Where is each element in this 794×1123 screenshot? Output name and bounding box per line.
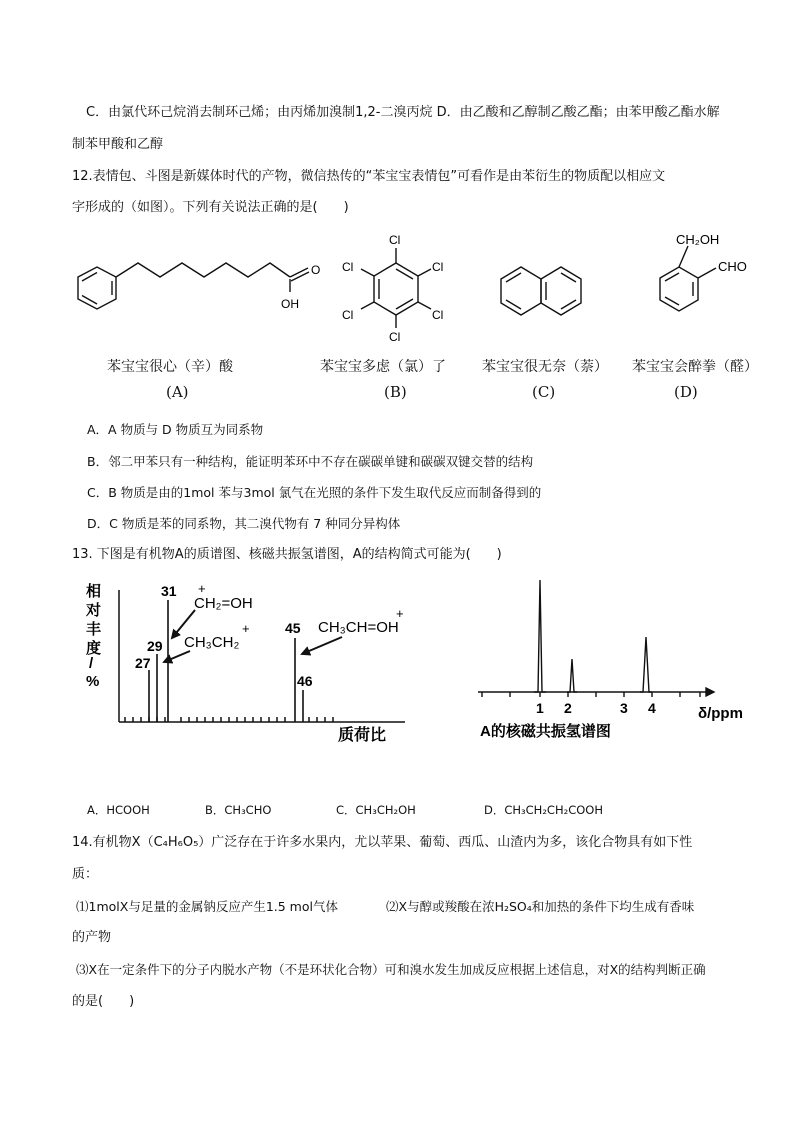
structure-a-caption: 苯宝宝很心（辛）酸 — [107, 359, 233, 375]
ms-ylabel-char: 度 — [86, 640, 102, 657]
q14-property-2-cont: 的产物 — [72, 930, 112, 945]
ms-label-31: 31 — [161, 583, 177, 599]
structure-a-phenyloctanoic-acid — [68, 250, 330, 330]
nmr-title: A的核磁共振氢谱图 — [480, 723, 611, 740]
nmr-unit: δ/ppm — [698, 705, 743, 722]
ms-ylabel-char: % — [86, 673, 100, 690]
q12-option-b: B．邻二甲苯只有一种结构，能证明苯环中不存在碳碳单键和碳碳双键交替的结构 — [87, 454, 534, 469]
ms-label-45: 45 — [285, 620, 301, 636]
ms-ylabel-char: 对 — [86, 602, 102, 619]
nmr-peak-3 — [640, 637, 652, 692]
nmr-tick-1: 1 — [536, 700, 544, 716]
structure-c-naphthalene — [496, 262, 596, 322]
q12-option-a: A．A 物质与 D 物质互为同系物 — [87, 422, 264, 437]
nmr-peak-2 — [567, 659, 577, 692]
ms-ylabel-char: 相 — [86, 583, 102, 600]
q11-continuation: 制苯甲酸和乙醇 — [72, 137, 164, 152]
ion-ch3choh: CH₃CH=OH — [318, 619, 399, 636]
structure-c-caption: 苯宝宝很无奈（萘） — [482, 359, 608, 375]
ion-plus-sign: + — [198, 581, 206, 596]
structure-d-cho-label: CHO — [718, 259, 747, 274]
ms-xlabel: 质荷比 — [338, 727, 387, 744]
nmr-peak-1 — [534, 580, 546, 692]
structure-d-hydroxymethylbenzaldehyde — [650, 228, 770, 328]
nmr-tick-3: 3 — [620, 700, 628, 716]
q14-property-1: ⑴1molX与足量的金属钠反应产生1.5 mol气体 — [76, 899, 338, 914]
structure-a-oh-label: OH — [281, 297, 299, 311]
ms-label-29: 29 — [147, 638, 163, 654]
q13-choice-b: B．CH₃CHO — [205, 803, 272, 817]
q13-stem: 13. 下图是有机物A的质谱图、核磁共振氢谱图，A的结构简式可能为( ) — [72, 547, 502, 562]
structure-d-ch2oh-label: CH₂OH — [676, 232, 720, 247]
structure-a-o-label: O — [311, 263, 321, 277]
cl-label: Cl — [389, 233, 401, 247]
structure-b-hexachlorobenzene — [336, 228, 456, 344]
structure-a-letter: (A) — [166, 383, 189, 401]
cl-label: Cl — [432, 308, 444, 322]
ion-ch2oh: CH₂=OH — [194, 595, 253, 612]
structure-d-caption: 苯宝宝会醉拳（醛） — [632, 359, 758, 375]
cl-label: Cl — [432, 260, 444, 274]
structure-b-letter: (B) — [384, 383, 407, 401]
q12-option-d: D．C 物质是苯的同系物，其二溴代物有 7 种同分异构体 — [87, 516, 401, 531]
q14-property-2: ⑵X与醇或羧酸在浓H₂SO₄和加热的条件下均生成有香味 — [386, 899, 695, 914]
q14-property-3-cont: 的是( ) — [72, 994, 135, 1009]
structure-b-caption: 苯宝宝多虑（氯）了 — [320, 359, 446, 375]
cl-label: Cl — [342, 308, 354, 322]
mass-spectrum-chart — [80, 580, 420, 750]
q13-choice-a: A．HCOOH — [87, 803, 150, 817]
q14-stem-line1: 14.有机物X（C₄H₆O₅）广泛存在于许多水果内，尤以苹果、葡萄、西瓜、山渣内为多，该化合物具有如下性 — [72, 835, 693, 850]
nmr-tick-2: 2 — [564, 700, 572, 716]
ms-ylabel-char: / — [89, 655, 94, 672]
q12-stem-line1: 12.表情包、斗图是新媒体时代的产物，微信热传的“苯宝宝表情包”可看作是由苯衍生的物质配以相应文 — [72, 169, 666, 184]
q12-stem-line2: 字形成的（如图）。下列有关说法正确的是( ) — [72, 200, 349, 215]
q11-option-c-d: C．由氯代环己烷消去制环己烯；由丙烯加溴制1,2-二溴丙烷 D．由乙酸和乙醇制乙酸乙酯；由苯甲酸乙酯水解 — [86, 105, 720, 120]
cl-label: Cl — [342, 260, 354, 274]
structure-c-letter: (C) — [532, 383, 556, 401]
q12-option-c: C．B 物质是由的1mol 苯与3mol 氯气在光照的条件下发生取代反应而制备得到的 — [87, 485, 542, 500]
q14-stem-line2: 质： — [72, 867, 99, 882]
q13-choice-c: C．CH₃CH₂OH — [336, 803, 416, 817]
nmr-spectrum-chart — [470, 575, 770, 750]
cl-label: Cl — [389, 330, 401, 344]
ms-label-46: 46 — [297, 673, 313, 689]
ion-plus-sign: + — [242, 621, 250, 636]
ion-plus-sign: + — [396, 606, 404, 621]
ms-ylabel-char: 丰 — [86, 621, 102, 638]
ms-label-27: 27 — [135, 655, 151, 671]
q13-choice-d: D．CH₃CH₂CH₂COOH — [484, 803, 603, 817]
q14-property-3: ⑶X在一定条件下的分子内脱水产物（不是环状化合物）可和溴水发生加成反应根据上述信息，对X的结构判断正确 — [76, 962, 706, 977]
structure-d-letter: (D) — [674, 383, 698, 401]
nmr-tick-4: 4 — [648, 700, 656, 716]
ion-ch3ch2: CH₃CH₂ — [184, 634, 240, 651]
